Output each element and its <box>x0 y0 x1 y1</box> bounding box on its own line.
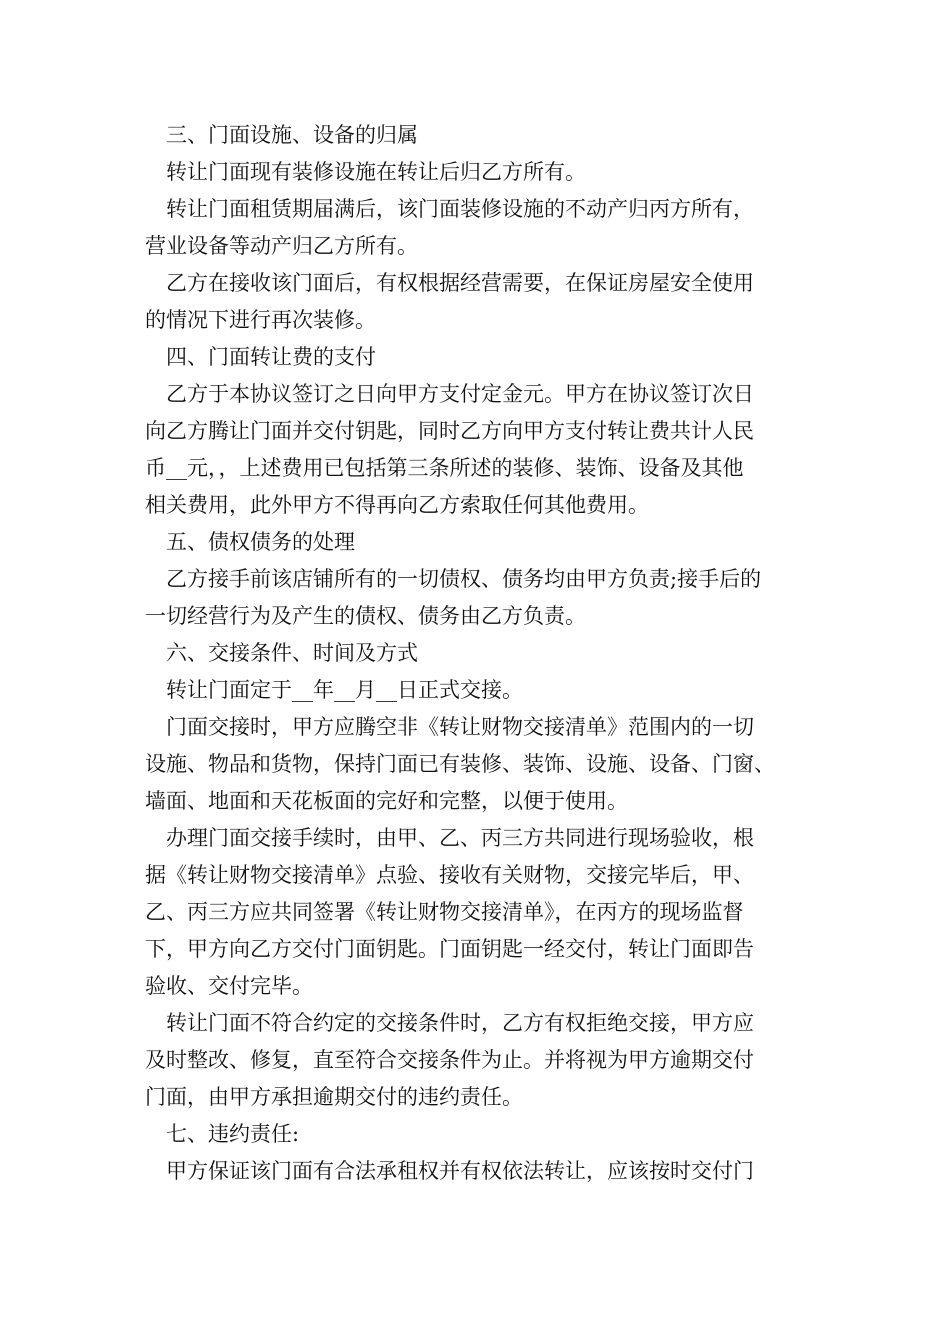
section-heading-4: 四、门面转让费的支付 <box>166 345 376 369</box>
paragraph-line: 设施、物品和货物，保持门面已有装修、装饰、设施、设备、门窗、 <box>145 752 775 776</box>
section-heading-6: 六、交接条件、时间及方式 <box>166 641 418 665</box>
paragraph-line: 及时整改、修复，直至符合交接条件为止。并将视为甲方逾期交付 <box>145 1048 754 1072</box>
paragraph-line: 转让门面租赁期届满后，该门面装修设施的不动产归丙方所有， <box>166 197 754 221</box>
section-heading-7: 七、违约责任: <box>166 1122 300 1146</box>
paragraph-line: 乙方接手前该店铺所有的一切债权、债务均由甲方负责;接手后的 <box>166 567 762 591</box>
paragraph-line: 甲方保证该门面有合法承租权并有权依法转让，应该按时交付门 <box>166 1159 754 1183</box>
paragraph-line: 据《转让财物交接清单》点验、接收有关财物，交接完毕后，甲、 <box>145 863 754 887</box>
paragraph-line: 乙、丙三方应共同签署《转让财物交接清单》，在丙方的现场监督 <box>145 900 744 924</box>
paragraph-line: 乙方在接收该门面后，有权根据经营需要，在保证房屋安全使用 <box>166 271 754 295</box>
paragraph-line: 相关费用，此外甲方不得再向乙方索取任何其他费用。 <box>145 493 649 517</box>
paragraph-line: 验收、交付完毕。 <box>145 974 313 998</box>
paragraph-line: 墙面、地面和天花板面的完好和完整，以便于使用。 <box>145 789 628 813</box>
paragraph-line: 转让门面不符合约定的交接条件时，乙方有权拒绝交接，甲方应 <box>166 1011 754 1035</box>
paragraph-line: 下，甲方向乙方交付门面钥匙。门面钥匙一经交付，转让门面即告 <box>145 937 754 961</box>
paragraph-line: 营业设备等动产归乙方所有。 <box>145 234 418 258</box>
paragraph-line: 币__元，，上述费用已包括第三条所述的装修、装饰、设备及其他 <box>145 456 744 480</box>
document-body <box>145 117 810 1190</box>
paragraph-line: 转让门面现有装修设施在转让后归乙方所有。 <box>166 160 586 184</box>
paragraph-line: 办理门面交接手续时，由甲、乙、丙三方共同进行现场验收，根 <box>166 826 754 850</box>
paragraph-line: 门面交接时，甲方应腾空非《转让财物交接清单》范围内的一切 <box>166 715 754 739</box>
paragraph-line: 乙方于本协议签订之日向甲方支付定金元。甲方在协议签订次日 <box>166 382 754 406</box>
section-heading-3: 三、门面设施、设备的归属 <box>166 123 418 147</box>
paragraph-line: 一切经营行为及产生的债权、债务由乙方负责。 <box>145 604 586 628</box>
paragraph-line: 转让门面定于__年__月__日正式交接。 <box>166 678 523 702</box>
section-heading-5: 五、债权债务的处理 <box>166 530 355 554</box>
paragraph-line: 的情况下进行再次装修。 <box>145 308 376 332</box>
paragraph-line: 向乙方腾让门面并交付钥匙，同时乙方向甲方支付转让费共计人民 <box>145 419 754 443</box>
paragraph-line: 门面，由甲方承担逾期交付的违约责任。 <box>145 1085 523 1109</box>
